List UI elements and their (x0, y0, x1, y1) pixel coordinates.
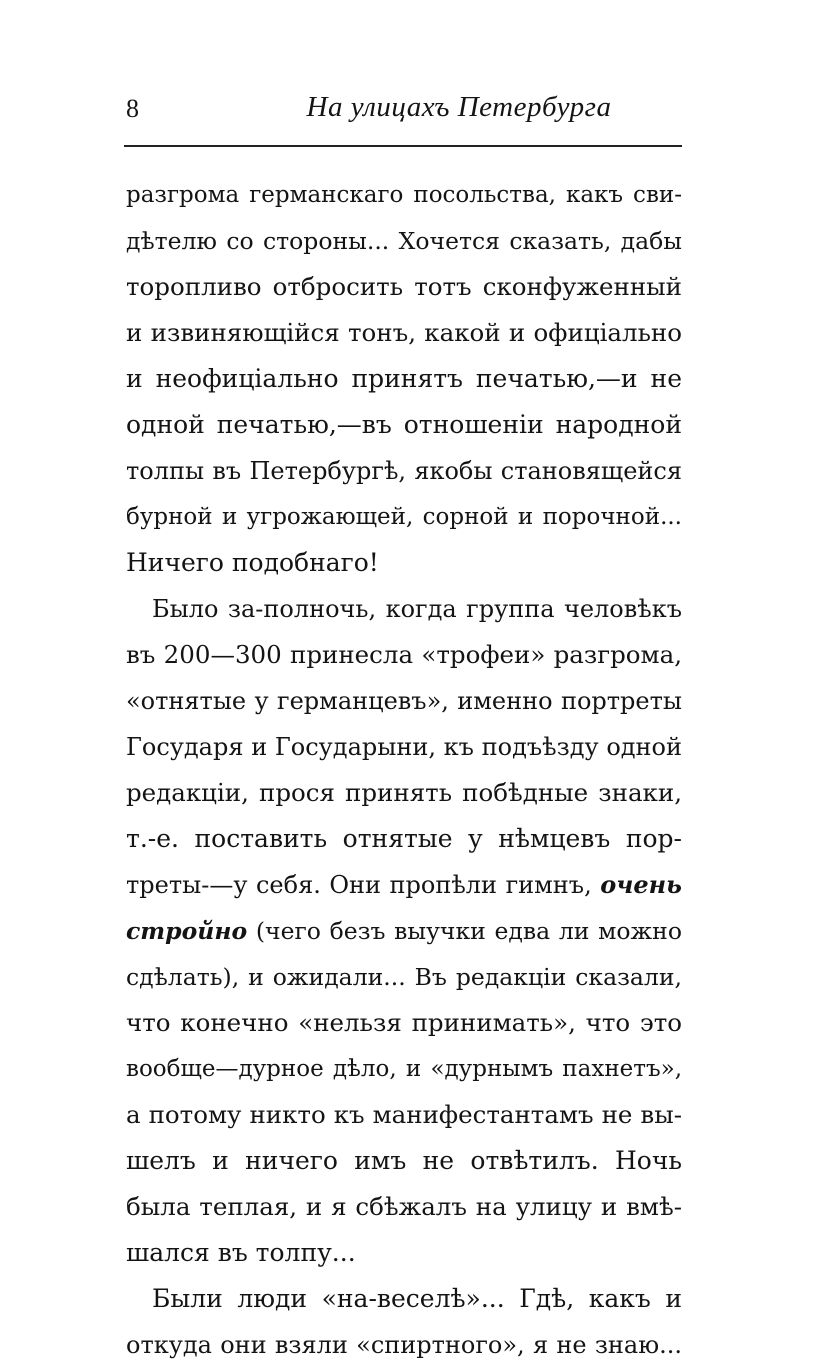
text-line: т.-е. поставить отнятые у нѣмцевъ пор- (126, 824, 682, 853)
text-line: бурной и угрожающей, сорной и порочной... (126, 504, 682, 530)
text-line-with-emphasis (126, 908, 682, 954)
text-line: что конечно «нельзя принимать», что это (126, 1008, 682, 1037)
text-line: «отнятые у германцевъ», именно портреты (126, 687, 682, 715)
text-line: и неофиціально принятъ печатью,—и не (126, 364, 682, 393)
text-line: дѣтелю со стороны... Хочется сказать, дабы (126, 227, 682, 255)
text-line: торопливо отбросить тотъ сконфуженный (126, 272, 682, 301)
text-line: была теплая, и я сбѣжалъ на улицу и вмѣ- (126, 1192, 682, 1221)
text-line: шался въ толпу... (126, 1238, 356, 1267)
page-header (126, 88, 682, 132)
text-line: шелъ и ничего имъ не отвѣтилъ. Ночь (126, 1146, 682, 1175)
text-line: Ничего подобнаго! (126, 548, 379, 577)
text-fragment: (чего безъ выучки едва ли можно (255, 917, 682, 945)
emphasized-word: очень (600, 870, 682, 899)
text-line: а потому никто къ манифестантамъ не вы- (126, 1100, 682, 1129)
text-line: вообще—дурное дѣло, и «дурнымъ пахнетъ», (126, 1056, 682, 1082)
text-line-with-emphasis (126, 862, 682, 908)
text-line: сдѣлать), и ожидали... Въ редакціи сказали, (126, 963, 682, 991)
text-line: редакціи, прося принять побѣдные знаки, (126, 778, 682, 807)
header-rule (124, 145, 682, 147)
emphasized-word: стройно (126, 917, 248, 945)
page-number: 8 (126, 94, 139, 123)
text-line: толпы въ Петербургѣ, якобы становящейся (126, 457, 682, 485)
text-line: откуда они взяли «спиртного», я не знаю... (126, 1331, 682, 1359)
text-fragment: треты-—у себя. Они пропѣли гимнъ, (126, 871, 592, 899)
text-line: Было за-полночь, когда группа человѣкъ (152, 595, 682, 623)
text-line: Были люди «на-веселѣ»... Гдѣ, какъ и (152, 1284, 682, 1313)
body-text (126, 172, 682, 1368)
text-line: и извиняющійся тонъ, какой и офиціально (126, 318, 682, 347)
running-title: На улицахъ Петербурга (306, 91, 612, 123)
text-line: разгрома германскаго посольства, какъ сви- (126, 182, 682, 208)
text-line: въ 200—300 принесла «трофеи» разгрома, (126, 640, 682, 669)
text-line: одной печатью,—въ отношеніи народной (126, 410, 682, 439)
text-line: Государя и Государыни, къ подъѣзду одной (126, 733, 682, 761)
